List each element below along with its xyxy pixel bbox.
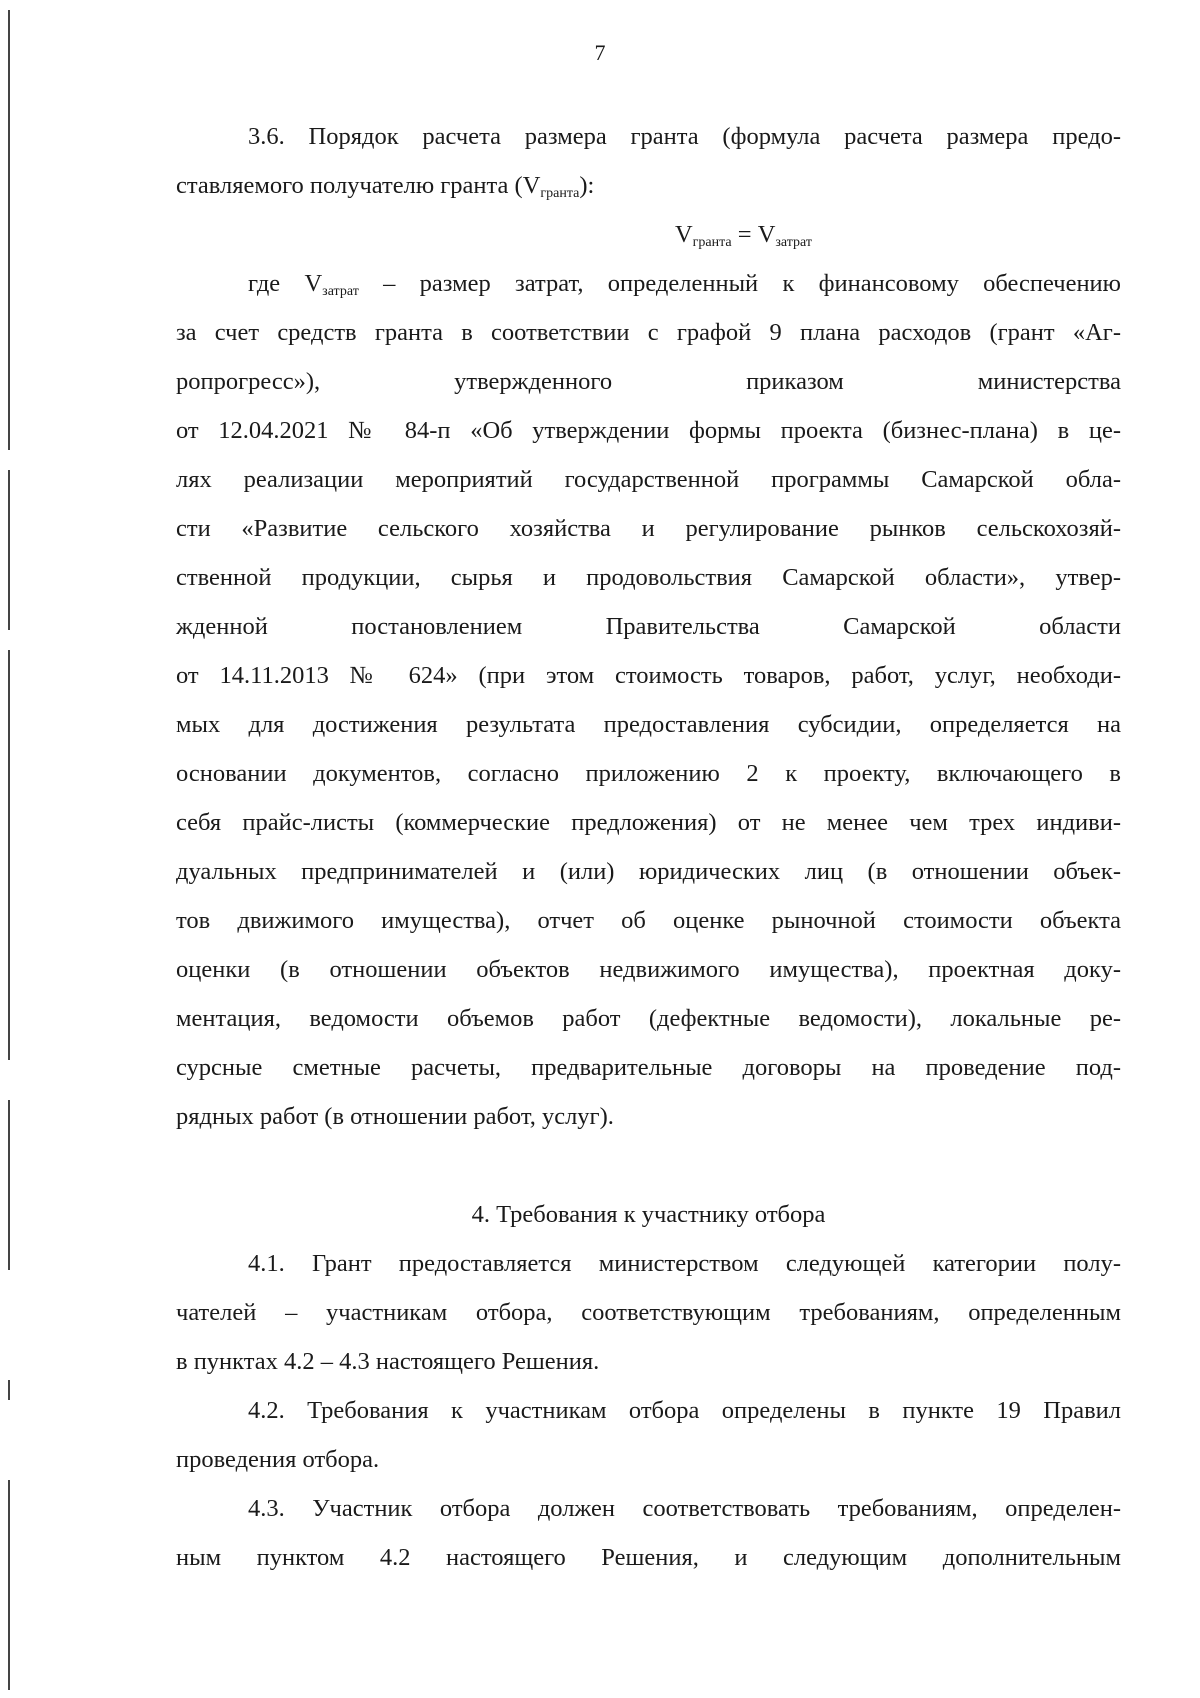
- paragraph-line: за счет средств гранта в соответствии с графой 9 плана расходов (грант «Аг-: [176, 319, 1121, 346]
- paragraph-4-3-line: ным пунктом 4.2 настоящего Решения, и следующим дополнительным: [176, 1544, 1121, 1571]
- paragraph-line: ропрогресс»), утвержденного приказом министерства: [176, 368, 1121, 395]
- paragraph-line: лях реализации мероприятий государственной программы Самарской обла-: [176, 466, 1121, 493]
- paragraph-4-3-line: 4.3. Участник отбора должен соответствовать требованиям, определен-: [248, 1495, 1121, 1522]
- section-heading: 4. Требования к участнику отбора: [471, 1201, 826, 1228]
- paragraph-line: оценки (в отношении объектов недвижимого имущества), проектная доку-: [176, 956, 1121, 983]
- paragraph-4-1-line: чателей – участникам отбора, соответствующим требованиям, определенным: [176, 1299, 1121, 1326]
- paragraph-3-6-line: ставляемого получателю гранта $(V_{гранта})$:: [176, 172, 595, 201]
- scan-edge-mark: [8, 650, 10, 1060]
- scan-edge-mark: [8, 470, 10, 630]
- paragraph-line: от 12.04.2021 № 84-п «Об утверждении формы проекта (бизнес-плана) в це-: [176, 417, 1121, 444]
- paragraph-3-6-line: 3.6. Порядок расчета размера гранта (формула расчета размера предо-: [248, 123, 1121, 150]
- scan-edge-mark: [8, 10, 10, 450]
- paragraph-line: мых для достижения результата предоставления субсидии, определяется на: [176, 711, 1121, 738]
- scan-edge-mark: [8, 1100, 10, 1270]
- paragraph-last-line: рядных работ (в отношении работ, услуг).: [176, 1103, 614, 1130]
- paragraph-4-2-last-line: проведения отбора.: [176, 1446, 380, 1473]
- scan-edge-mark: [8, 1480, 10, 1690]
- paragraph-line: от 14.11.2013 № 624» (при этом стоимость товаров, работ, услуг, необходи-: [176, 662, 1121, 689]
- paragraph-line: дуальных предпринимателей и (или) юридических лиц (в отношении объек-: [176, 858, 1121, 885]
- paragraph-line: сурсные сметные расчеты, предварительные договоры на проведение под-: [176, 1054, 1121, 1081]
- paragraph-4-1-last-line: в пунктах 4.2 – 4.3 настоящего Решения.: [176, 1348, 600, 1375]
- paragraph-line: основании документов, согласно приложению 2 к проекту, включающего в: [176, 760, 1121, 787]
- grant-formula: $V_{гранта} = V_{затрат}$: [674, 221, 813, 250]
- document-body: [176, 112, 1121, 1582]
- scan-edge-mark: [8, 1380, 10, 1400]
- paragraph-line: себя прайс-листы (коммерческие предложения) от не менее чем трех индиви-: [176, 809, 1121, 836]
- paragraph-line: ственной продукции, сырья и продовольствия Самарской области», утвер-: [176, 564, 1121, 591]
- formula-explanation: где $V_{затрат}$ – размер затрат, определенный к финансовому обеспечению: [248, 270, 1121, 299]
- paragraph-4-2-line: 4.2. Требования к участникам отбора определены в пункте 19 Правил: [248, 1397, 1121, 1424]
- paragraph-4-1-line: 4.1. Грант предоставляется министерством следующей категории полу-: [248, 1250, 1121, 1277]
- paragraph-line: ментация, ведомости объемов работ (дефектные ведомости), локальные ре-: [176, 1005, 1121, 1032]
- page-number: 7: [594, 40, 606, 65]
- paragraph-line: тов движимого имущества), отчет об оценке рыночной стоимости объекта: [176, 907, 1121, 934]
- paragraph-line: жденной постановлением Правительства Самарской области: [176, 613, 1121, 640]
- paragraph-line: сти «Развитие сельского хозяйства и регулирование рынков сельскохозяй-: [176, 515, 1121, 542]
